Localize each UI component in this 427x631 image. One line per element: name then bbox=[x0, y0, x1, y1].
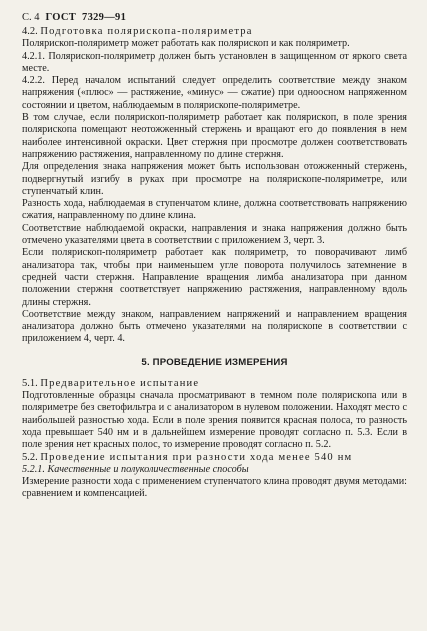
subsection-title: Подготовка полярископа-поляриметра bbox=[40, 26, 253, 37]
paragraph-4-2-1: 4.2.1. Полярископ-поляриметр должен быть установлен в защищенном от яркого света месте. bbox=[22, 50, 407, 74]
subsection-title: Предварительное испытание bbox=[40, 377, 200, 389]
standard-label: ГОСТ bbox=[45, 12, 77, 23]
subsection-number: 4.2. bbox=[22, 26, 38, 37]
subsection-5-1-heading bbox=[22, 378, 407, 390]
paragraph: Соответствие между знаком, направлением напряжений и направлением вращения анализатора должно быть отмечено указателями на полярископе в соответствии с приложением 4, черт. 4. bbox=[22, 308, 407, 345]
paragraph: Подготовленные образцы сначала просматривают в темном поле полярископа или в поляриметре без светофильтра и с анализатором в нулевом положении. Находят место с наибольшей разностью хода. Если в поле зрения появится красная полоса, то разность хода превышает 540 нм и в дальнейшем измерение проводят согласно п. 5.3. Если в поле зрения нет красных полос, то измерение проводят согласно п. 5.2. bbox=[22, 390, 407, 451]
paragraph-4-2-2: 4.2.2. Перед началом испытаний следует определить соответствие между знаком напряжения («плюс» — растяжение, «минус» — сжатие) при одноосном напряженном состоянии и цветом, наблюдаемым в полярископе-поляриметре. bbox=[22, 75, 407, 111]
standard-number: 7329—91 bbox=[82, 12, 127, 23]
subsection-5-2-heading bbox=[22, 452, 407, 464]
paragraph: Соответствие наблюдаемой окраски, направления и знака напряжения должно быть отмечено указателями цвета в соответствии с приложением 3, черт. 3. bbox=[22, 222, 407, 247]
subsection-title: Проведение испытания при разности хода менее 540 нм bbox=[40, 451, 353, 463]
subsection-number: 5.2. bbox=[22, 451, 38, 463]
paragraph: Измерение разности хода с применением ступенчатого клина проводят двумя методами: сравнением и компенсацией. bbox=[22, 476, 407, 500]
subsection-number: 5.1. bbox=[22, 377, 38, 389]
paragraph: Если полярископ-поляриметр работает как поляриметр, то поворачивают лимб анализатора так, чтобы при наименьшем угле поворота получилось затемнение в средней части стержня. Направление вращения лимба анализатора при данном положении стержня соответствует напряжению растяжения, направленному вдоль длины стержня. bbox=[22, 247, 407, 308]
section-5-heading: 5. ПРОВЕДЕНИЕ ИЗМЕРЕНИЯ bbox=[141, 356, 288, 368]
paragraph: Полярископ-поляриметр может работать как полярископ и как поляриметр. bbox=[22, 38, 350, 50]
subsection-4-2-heading bbox=[22, 26, 407, 38]
page-header bbox=[22, 12, 407, 24]
paragraph-5-2-1-heading: 5.2.1. Качественные и полуколичественные способы bbox=[22, 463, 249, 475]
page-number: С. 4 bbox=[22, 12, 40, 23]
paragraph: В том случае, если полярископ-поляриметр работает как полярископ, в поле зрения полярископа помещают неотожженный стержень и вращают его до появления в нем наиболее интенсивной окраски. Цвет стержня при просмотре должен соответствовать напряжению растяжения, направленному по длине стержня. bbox=[22, 112, 407, 160]
paragraph: Разность хода, наблюдаемая в ступенчатом клине, должна соответствовать напряжению сжатия, направленному по длине клина. bbox=[22, 198, 407, 222]
paragraph: Для определения знака напряжения может быть использован отожженный стержень, подвергнутый изгибу в руках при просмотре на полярископе-поляриметре, или ступенчатый клин. bbox=[22, 161, 407, 197]
